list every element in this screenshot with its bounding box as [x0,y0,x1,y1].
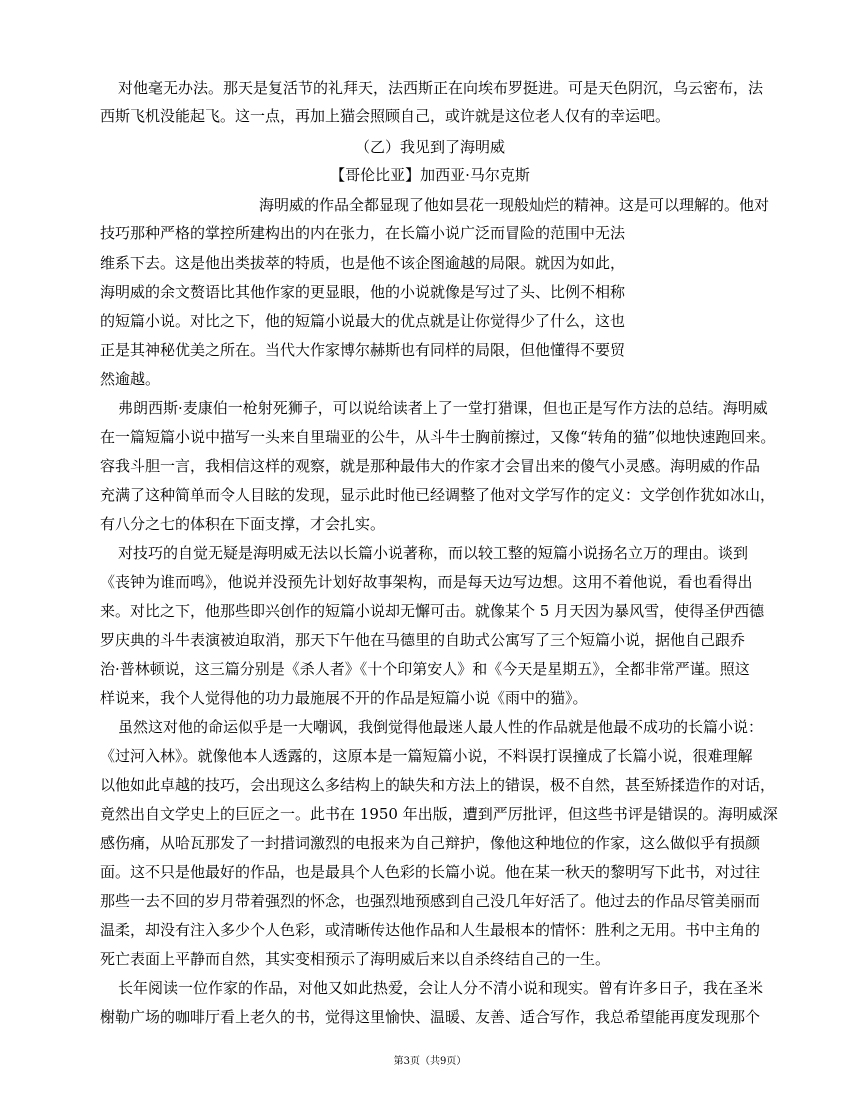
paragraph-line: 死亡表面上平静而自然，其实变相预示了海明威后来以自杀终结自己的一生。 [100,950,611,968]
paragraph-line: 弗朗西斯·麦康伯一枪射死狮子，可以说给读者上了一堂打猎课，但也正是写作方法的总结。海明威 [118,399,768,417]
paragraph-line: 竟然出自文学史上的巨匠之一。此书在 1950 年出版，遭到严厉批评，但这些书评是错误的。海明威深 [100,805,778,823]
paragraph-line: 治·普林顿说，这三篇分别是《杀人者》《十个印第安人》和《今天是星期五》，全都非常严谨。照这 [100,660,750,678]
paragraph-line: 充满了这种简单而令人目眩的发现，显示此时他已经调整了他对文学写作的定义：文学创作犹如冰山， [100,486,776,504]
paragraph-line: 长年阅读一位作家的作品，对他又如此热爱，会让人分不清小说和现实。曾有许多日子，我在圣米 [118,979,764,997]
paragraph-line: 感伤痛，从哈瓦那发了一封措词激烈的电报来为自己辩护，像他这种地位的作家，这么做似乎有损颜 [100,834,761,852]
paragraph-line: 正是其神秘优美之所在。当代大作家博尔赫斯也有同样的局限，但他懂得不要贸 [100,341,626,359]
page-footer: 第3页（共9页） [393,1056,467,1067]
paragraph-line: 温柔，却没有注入多少个人色彩，或清晰传达他作品和人生最根本的情怀：胜利之无用。书中主角的 [100,921,761,939]
intro-line: 对他毫无办法。那天是复活节的礼拜天，法西斯正在向埃布罗挺进。可是天色阴沉，乌云密布，法 [118,79,764,97]
paragraph-line: 海明威的余文赘语比其他作家的更显眼，他的小说就像是写过了头、比例不相称 [100,283,626,301]
intro-line: 西斯飞机没能起飞。这一点，再加上猫会照顾自己，或许就是这位老人仅有的幸运吧。 [100,107,671,125]
section-title: （乙）我见到了海明威 [354,138,505,156]
paragraph-line: 面。这不只是他最好的作品，也是最具个人色彩的长篇小说。他在某一秋天的黎明写下此书，对过往 [100,863,761,881]
author-line: 【哥伦比亚】加西亚·马尔克斯 [330,166,530,184]
paragraph-line: 那些一去不回的岁月带着强烈的怀念，也强烈地预感到自己没几年好活了。他过去的作品尽管美丽而 [100,892,761,910]
paragraph-line: 维系下去。这是他出类拔萃的特质，也是他不该企图逾越的局限。就因为如此， [100,254,626,272]
paragraph-line: 罗庆典的斗牛表演被迫取消，那天下午他在马德里的自助式公寓写了三个短篇小说，据他自己跟乔 [100,631,746,649]
paragraph-line: 榭勒广场的咖啡厅看上老久的书，觉得这里愉快、温暖、友善、适合写作，我总希望能再度发现那个 [100,1008,761,1026]
paragraph-line: 《过河入林》。就像他本人透露的，这原本是一篇短篇小说，不料误打误撞成了长篇小说，很难理解 [100,747,753,765]
paragraph-line: 技巧那种严格的掌控所建构出的内在张力，在长篇小说广泛而冒险的范围中无法 [100,224,626,242]
paragraph-line: 来。对比之下，他那些即兴创作的短篇小说却无懈可击。就像某个 5 月天因为暴风雪，使得圣伊西德 [100,602,765,620]
paragraph-line: 虽然这对他的命运似乎是一大嘲讽，我倒觉得他最迷人最人性的作品就是他最不成功的长篇小说： [118,718,764,736]
paragraph-line: 容我斗胆一言，我相信这样的观察，就是那种最伟大的作家才会冒出来的傻气小灵感。海明威的作品 [100,457,761,475]
paragraph-line: 的短篇小说。对比之下，他的短篇小说最大的优点就是让你觉得少了什么，这也 [100,312,626,330]
paragraph-line: 样说来，我个人觉得他的功力最施展不开的作品是短篇小说《雨中的猫》。 [100,689,588,707]
paragraph-line: 对技巧的自觉无疑是海明威无法以长篇小说著称，而以较工整的短篇小说扬名立万的理由。谈到 [118,544,749,562]
paragraph-line: 海明威的作品全都显现了他如昙花一现般灿烂的精神。这是可以理解的。他对 [259,196,770,214]
paragraph-line: 有八分之七的体积在下面支撑，才会扎实。 [100,515,386,533]
paragraph-line: 《丧钟为谁而鸣》，他说并没预先计划好故事架构，而是每天边写边想。这用不着他说，看也看得出 [100,573,753,591]
paragraph-line: 以他如此卓越的技巧，会出现这么多结构上的缺失和方法上的错误，极不自然，甚至矫揉造作的对话， [100,776,776,794]
paragraph-line: 然逾越。 [100,370,161,388]
paragraph-line: 在一篇短篇小说中描写一头来自里瑞亚的公牛，从斗牛士胸前擦过，又像“转角的猫”似地快速跑回来。 [100,428,776,446]
